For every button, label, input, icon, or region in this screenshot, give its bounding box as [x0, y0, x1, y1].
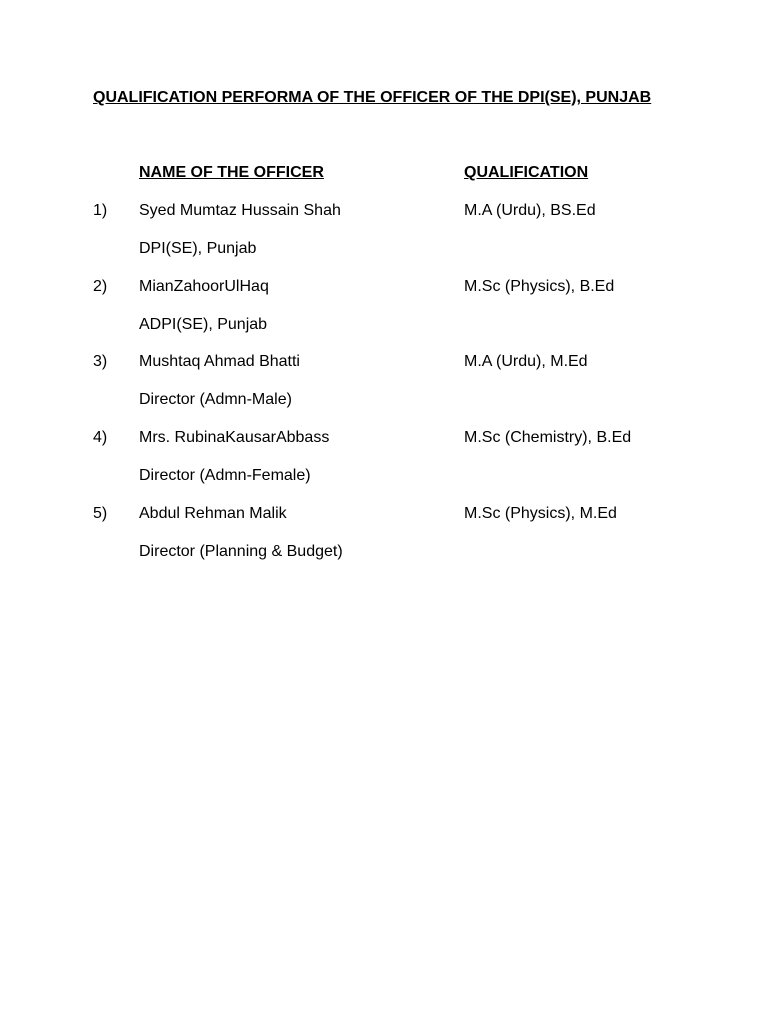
entry-number: 4) — [93, 429, 108, 446]
officer-name: Mrs. RubinaKausarAbbass — [139, 429, 330, 446]
qualification-column-header: QUALIFICATION — [464, 164, 589, 181]
officer-entry — [0, 202, 768, 278]
officer-designation: ADPI(SE), Punjab — [139, 316, 268, 333]
entry-number: 1) — [93, 202, 108, 219]
officer-designation: Director (Planning & Budget) — [139, 543, 343, 560]
officer-name: MianZahoorUlHaq — [139, 278, 269, 295]
officer-name: Syed Mumtaz Hussain Shah — [139, 202, 341, 219]
officer-entry — [0, 278, 768, 354]
entry-number: 3) — [93, 353, 108, 370]
name-column-header: NAME OF THE OFFICER — [139, 164, 324, 181]
entry-number: 2) — [93, 278, 108, 295]
officer-name: Abdul Rehman Malik — [139, 505, 287, 522]
officer-qualification: M.Sc (Chemistry), B.Ed — [464, 429, 632, 446]
officer-qualification: M.A (Urdu), M.Ed — [464, 353, 588, 370]
officer-entry — [0, 429, 768, 505]
officer-designation: DPI(SE), Punjab — [139, 240, 257, 257]
officer-qualification: M.Sc (Physics), B.Ed — [464, 278, 615, 295]
document-title: QUALIFICATION PERFORMA OF THE OFFICER OF THE DPI(SE), PUNJAB — [93, 89, 652, 106]
officer-entry — [0, 353, 768, 429]
officer-entry — [0, 505, 768, 581]
officer-qualification: M.Sc (Physics), M.Ed — [464, 505, 617, 522]
officer-name: Mushtaq Ahmad Bhatti — [139, 353, 300, 370]
entry-number: 5) — [93, 505, 108, 522]
officer-qualification: M.A (Urdu), BS.Ed — [464, 202, 596, 219]
officer-designation: Director (Admn-Female) — [139, 467, 311, 484]
officer-designation: Director (Admn-Male) — [139, 391, 292, 408]
